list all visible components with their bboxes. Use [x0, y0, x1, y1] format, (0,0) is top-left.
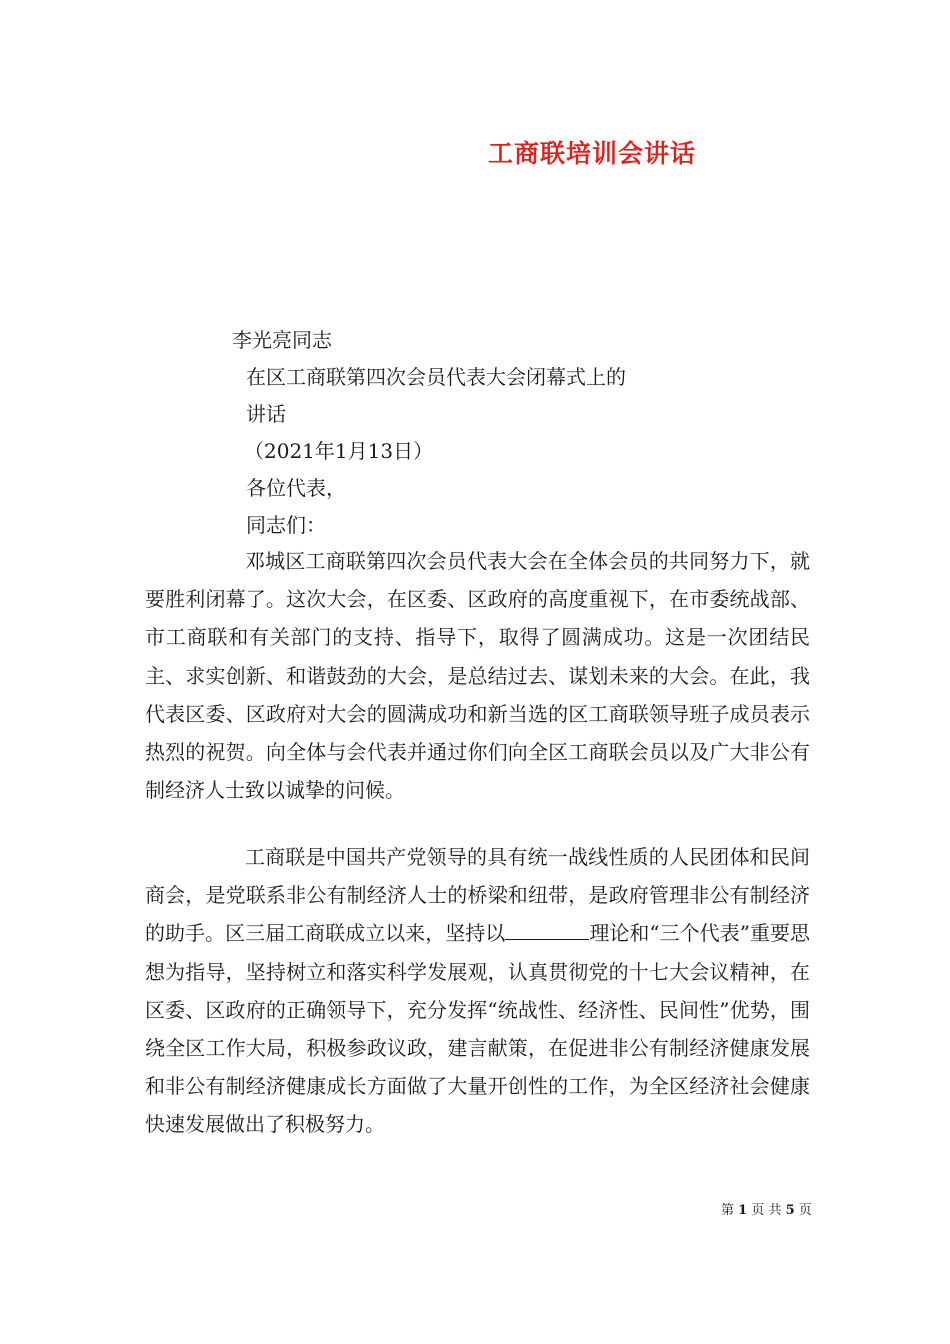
blank-underline [505, 919, 589, 940]
current-page: 1 [738, 1203, 748, 1218]
salutation-delegates: 各位代表， [246, 476, 346, 500]
salutation-comrades: 同志们： [246, 513, 326, 537]
document-title: 工商联培训会讲话 [488, 139, 697, 168]
occasion-line-1: 在区工商联第四次会员代表大会闭幕式上的 [246, 365, 626, 389]
body-paragraph-1: 邓城区工商联第四次会员代表大会在全体会员的共同努力下，就要胜利闭幕了。这次大会，在区委、区政府的高度重视下，在市委统战部、市工商联和有关部门的支持、指导下，取得了圆满成功。这是一次团结民主、求实创新、和谐鼓劲的大会，是总结过去、谋划未来的大会。在此，我代表区委、区政府对大会的圆满成功和新当选的区工商联领导班子成员表示热烈的祝贺。向全体与会代表并通过你们向全区工商联会员以及广大非公有制经济人士致以诚挚的问候。 [145, 549, 810, 803]
page-number-footer [721, 1203, 812, 1219]
footer-suffix: 页 [798, 1203, 812, 1218]
paragraph-2-part-1: 工商联是中国共产党领导的具有统一战线性质的人民团体和民间商会，是党联系非公有制经济人士的桥梁和纽带，是政府管理非公有制经济的助手。区三届工商联成立以来，坚持以 [145, 845, 810, 946]
total-pages: 5 [785, 1203, 795, 1218]
body-paragraph-2 [145, 838, 810, 1144]
footer-middle: 页 共 [751, 1203, 782, 1218]
footer-prefix: 第 [721, 1203, 735, 1218]
occasion-line-2: 讲话 [246, 402, 286, 426]
paragraph-2-part-2: 理论和“三个代表”重要思想为指导，坚持树立和落实科学发展观，认真贯彻党的十七大会议精神，在区委、区政府的正确领导下，充分发挥“统战性、经济性、民间性”优势，围绕全区工作大局，积极参政议政，建言献策，在促进非公有制经济健康发展和非公有制经济健康成长方面做了大量开创性的工作，为全区经济社会健康快速发展做出了积极努力。 [145, 921, 810, 1137]
speaker-name: 李光亮同志 [232, 328, 332, 352]
speech-date: （2021年1月13日） [244, 439, 434, 463]
